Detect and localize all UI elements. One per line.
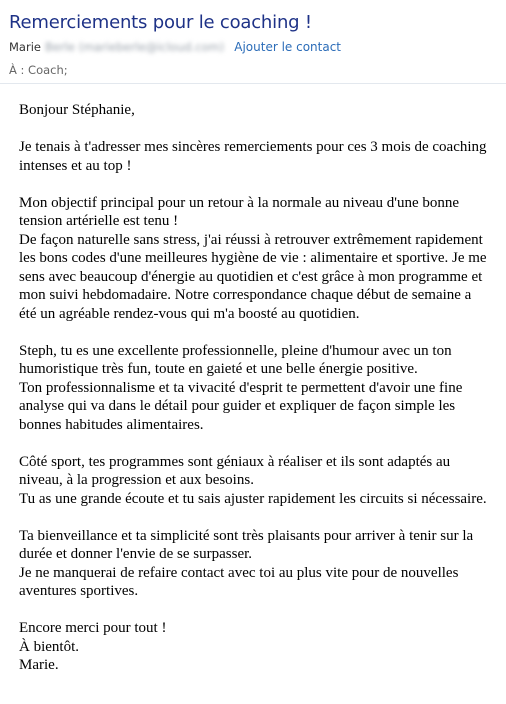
message-paragraph: [19, 342, 494, 435]
sender-line: [9, 40, 341, 54]
message-line: mon suivi hebdomadaire. Notre correspondance chaque début de semaine a: [19, 287, 472, 303]
message-line: intenses et au top !: [19, 157, 132, 174]
message-paragraph: [19, 138, 494, 175]
sender-email-redacted: Berle (marieberle@icloud.com): [44, 40, 225, 54]
message-line: Ton professionnalisme et ta vivacité d'esprit te permettent d'avoir une fine: [19, 379, 463, 396]
message-line: Je ne manquerai de refaire contact avec toi au plus vite pour de nouvelles: [19, 564, 459, 581]
message-line: niveau, à la progression et aux besoins.: [19, 472, 254, 488]
message-line: Steph, tu es une excellente professionnelle, pleine d'humour avec un ton: [19, 342, 452, 359]
email-header: [0, 0, 506, 84]
message-body: [19, 101, 494, 693]
message-line: Encore merci pour tout !: [19, 620, 167, 636]
message-line: Je tenais à t'adresser mes sincères remerciements pour ces 3 mois de coaching: [19, 139, 487, 155]
message-line: bonnes habitudes alimentaires.: [19, 416, 204, 433]
message-line: tension artérielle est tenu !: [19, 213, 179, 229]
message-line: De façon naturelle sans stress, j'ai réussi à retrouver extrêmement rapidement: [19, 231, 483, 248]
message-paragraph: [19, 101, 494, 120]
message-line: été un agréable rendez-vous qui m'a boosté au quotidien.: [19, 305, 360, 322]
message-paragraph: [19, 619, 494, 675]
message-line: humoristique très fun, toute en gaieté et une belle énergie positive.: [19, 361, 418, 377]
message-paragraph: [19, 194, 494, 324]
message-line: analyse qui va dans le détail pour guider et expliquer de façon simple les: [19, 398, 456, 414]
email-subject: Remerciements pour le coaching !: [9, 12, 312, 33]
message-line: Bonjour Stéphanie,: [19, 102, 135, 118]
message-line: durée et donner l'envie de se surpasser.: [19, 546, 253, 562]
message-line: Marie.: [19, 657, 59, 673]
message-line: À bientôt.: [19, 638, 79, 655]
message-line: Ta bienveillance et ta simplicité sont très plaisants pour arriver à tenir sur la: [19, 527, 474, 544]
message-line: sens avec beaucoup d'énergie au quotidien et c'est grâce à mon programme et: [19, 268, 483, 285]
message-line: les bons codes d'une meilleures hygiène de vie : alimentaire et sportive. Je me: [19, 250, 487, 266]
sender-name[interactable]: Marie: [9, 40, 41, 54]
message-paragraph: [19, 527, 494, 601]
message-line: Mon objectif principal pour un retour à la normale au niveau d'une bonne: [19, 194, 460, 211]
recipient-line: À : Coach;: [9, 63, 68, 77]
message-line: Côté sport, tes programmes sont géniaux à réaliser et ils sont adaptés au: [19, 453, 451, 470]
message-line: Tu as une grande écoute et tu sais ajuster rapidement les circuits si nécessaire.: [19, 490, 487, 507]
message-paragraph: [19, 453, 494, 509]
add-contact-link[interactable]: Ajouter le contact: [234, 40, 342, 54]
message-line: aventures sportives.: [19, 583, 139, 599]
